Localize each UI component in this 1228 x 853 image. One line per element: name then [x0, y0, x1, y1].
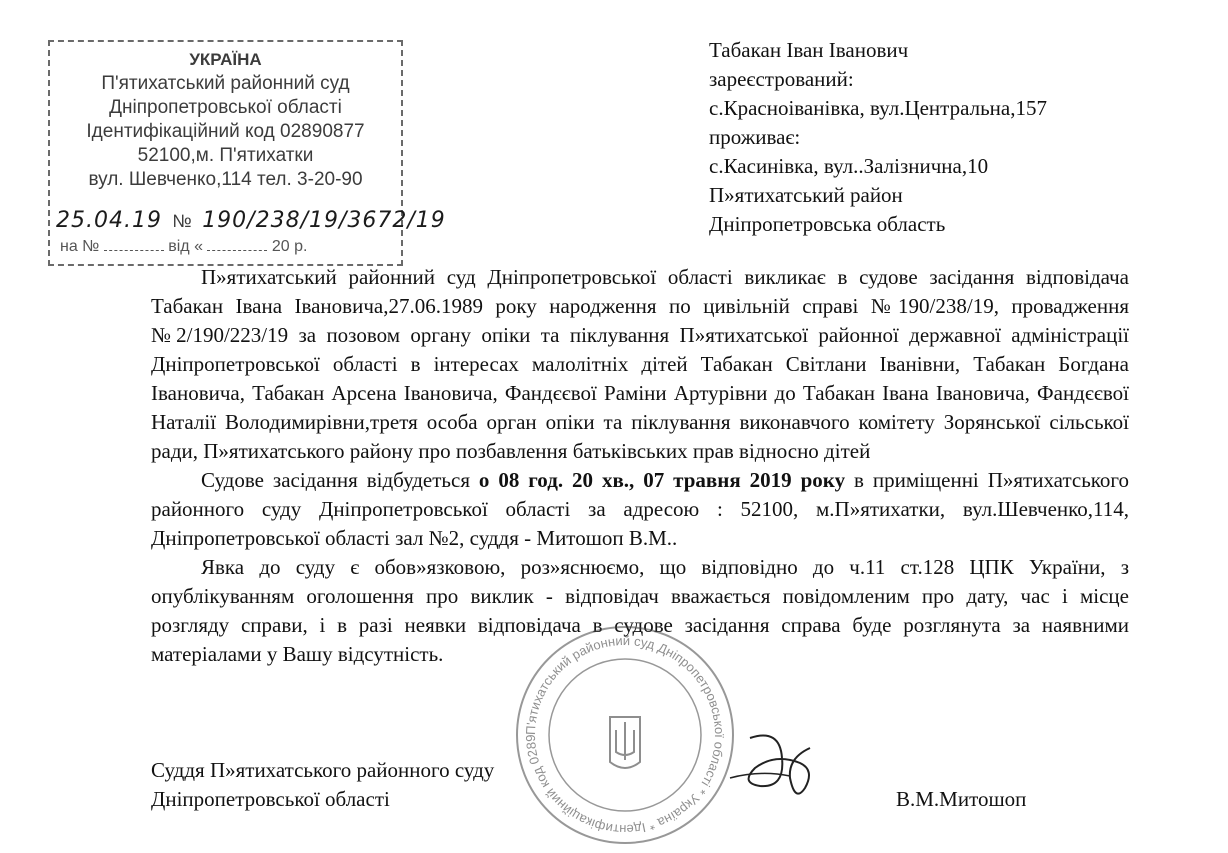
addressee-district: П»ятихатський район — [709, 183, 903, 207]
addressee-block — [709, 36, 1209, 239]
addressee-lives-address: с.Касинівка, вул..Залізнична,10 — [709, 154, 989, 178]
stamp-court-name: П'ятихатський районний суд — [101, 73, 350, 94]
addressee-lives-label: проживає: — [709, 125, 801, 149]
seal-graphic — [512, 622, 738, 848]
stamp-ref-blank — [104, 238, 164, 251]
stamp-date-number-row — [56, 208, 576, 233]
signature-title-line-2: Дніпропетровської області — [151, 787, 390, 811]
hearing-datetime: о 08 год. 20 хв., 07 травня 2019 року — [478, 468, 846, 492]
stamp-id-code: Ідентифікаційний код 02890877 — [86, 121, 365, 142]
addressee-name: Табакан Іван Іванович — [709, 38, 909, 62]
stamp-handwritten-date: 25.04.19 — [56, 208, 162, 233]
summons-body — [151, 263, 1129, 669]
hearing-intro: Судове засідання відбудеться — [201, 468, 470, 492]
stamp-handwritten-number: 190/238/19/3672/19 — [202, 208, 446, 233]
summons-paragraph-3: Явка до суду є обов»язковою, роз»яснюємо, що відповідно до ч.11 ст.128 ЦПК України, з опублікуванням оголошення про виклик - відповідач вважається повідомленим про дату, час і місце розгляду справи, і в разі неявки відповідача в судове засідання справа буде розглянута за наявними матеріалами у Вашу відсутність. — [151, 555, 1129, 666]
stamp-ref-suffix: 20 р. — [271, 238, 308, 255]
judge-name: В.М.Митошоп — [896, 787, 1027, 811]
summons-paragraph-2 — [151, 466, 1129, 553]
stamp-ref-blank — [207, 238, 267, 251]
stamp-reference-row — [60, 238, 400, 256]
registration-stamp — [48, 40, 446, 266]
stamp-number-label: № — [172, 211, 192, 231]
signature-title — [151, 756, 671, 814]
stamp-ref-middle: від « — [168, 238, 203, 255]
stamp-street-phone: вул. Шевченко,114 тел. 3-20-90 — [88, 169, 363, 190]
stamp-ref-prefix: на № — [60, 238, 100, 255]
court-round-seal — [512, 622, 738, 848]
stamp-postal: 52100,м. П'ятихатки — [137, 145, 314, 166]
handwritten-signature-icon — [720, 718, 830, 828]
summons-paragraph-1: П»ятихатський районний суд Дніпропетровської області викликає в судове засідання відповідача Табакан Івана Івановича,27.06.1989 року народження по цивільній справі №190/238/19, провадження №2/190/223/19 за позовом органу опіки та піклування П»ятихатської районної державної адміністрації Дніпропетровської області в інтересах малолітніх дітей Табакан Світлани Іванівни, Табакан Богдана Івановича, Табакан Арсена Івановича, Фандєєвої Раміни Артурівни до Табакан Івана Івановича, Фандєєвої Наталії Володимирівни,третя особа орган опіки та піклування виконавчого комітету Зорянської сільської ради, П»ятихатського району про позбавлення батьківських прав відносно дітей — [151, 265, 1129, 463]
addressee-registered-label: зареєстрований: — [709, 67, 854, 91]
signature-title-line-1: Суддя П»ятихатського районного суду — [151, 758, 495, 782]
addressee-registered-address: с.Красноіванівка, вул.Центральна,157 — [709, 96, 1047, 120]
hearing-location: в приміщенні П»ятихатського районного суду Дніпропетровської області за адресою : 52100, м.П»ятихатки, вул.Шевченко,114, Дніпропетровської області зал №2, суддя - Митошоп В.М.. — [151, 468, 1130, 550]
seal-ring-text: П'ятихатський районний суд Дніпропетровської області * Україна * Ідентифікаційний код 0289 — [522, 632, 728, 838]
stamp-region: Дніпропетровської області — [109, 97, 342, 118]
addressee-region: Дніпропетровська область — [709, 212, 946, 236]
stamp-country: УКРАЇНА — [189, 50, 262, 69]
